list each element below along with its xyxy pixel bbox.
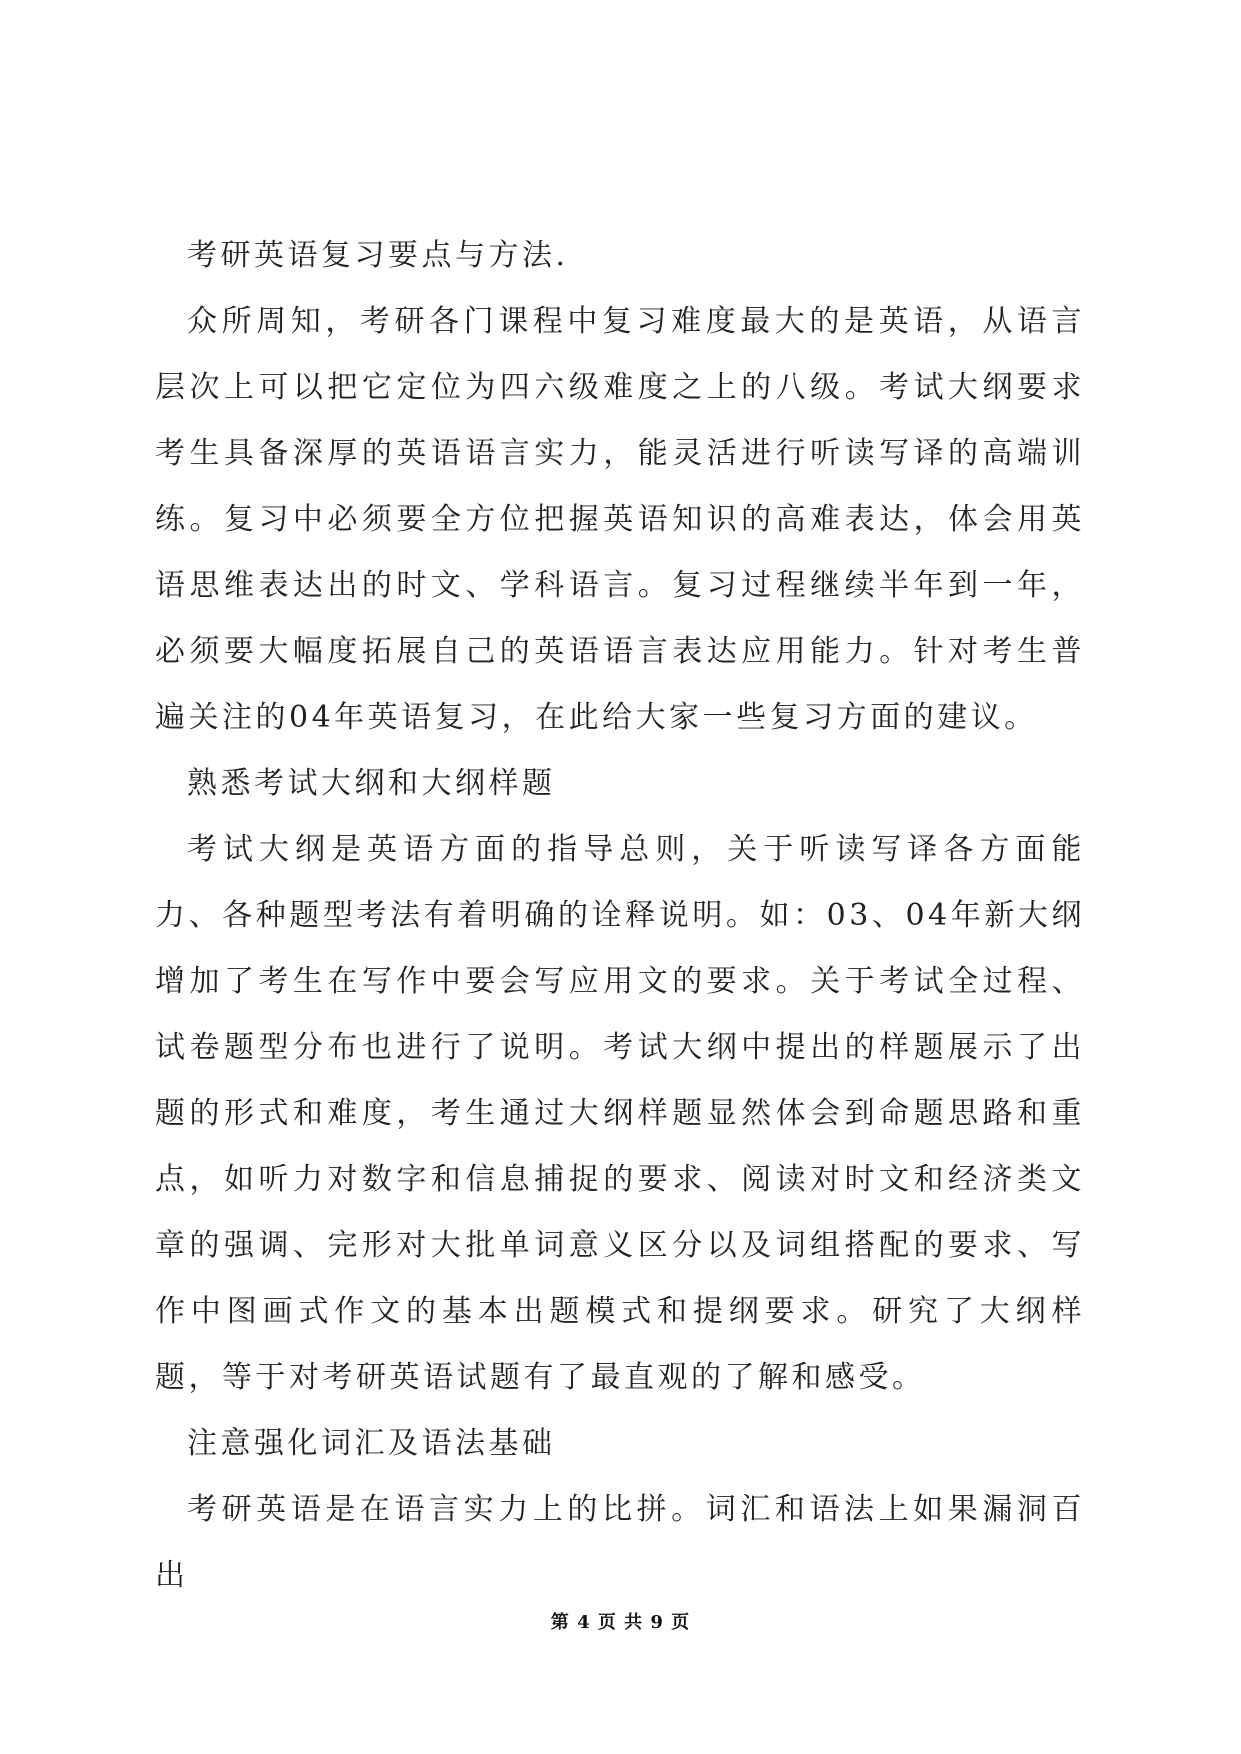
page-number-footer: 第 4 页 共 9 页: [550, 1612, 691, 1633]
section-heading-vocabulary: 注意强化词汇及语法基础: [187, 1426, 556, 1461]
paragraph-vocabulary: 考研英语是在语言实力上的比拼。词汇和语法上如果漏洞百出: [155, 1492, 1085, 1593]
section-heading-syllabus: 熟悉考试大纲和大纲样题: [187, 766, 556, 801]
document-title: 考研英语复习要点与方法.: [187, 238, 569, 273]
paragraph-intro: 众所周知，考研各门课程中复习难度最大的是英语，从语言层次上可以把它定位为四六级难度之上的八级。考试大纲要求考生具备深厚的英语语言实力，能灵活进行听读写译的高端训练。复习中必须要全方位把握英语知识的高难表达，体会用英语思维表达出的时文、学科语言。复习过程继续半年到一年，必须要大幅度拓展自己的英语语言表达应用能力。针对考生普遍关注的04年英语复习，在此给大家一些复习方面的建议。: [155, 304, 1085, 735]
paragraph-syllabus: 考试大纲是英语方面的指导总则，关于听读写译各方面能力、各种题型考法有着明确的诠释说明。如：03、04年新大纲增加了考生在写作中要会写应用文的要求。关于考试全过程、试卷题型分布也进行了说明。考试大纲中提出的样题展示了出题的形式和难度，考生通过大纲样题显然体会到命题思路和重点，如听力对数字和信息捕捉的要求、阅读对时文和经济类文章的强调、完形对大批单词意义区分以及词组搭配的要求、写作中图画式作文的基本出题模式和提纲要求。研究了大纲样题，等于对考研英语试题有了最直观的了解和感受。: [155, 832, 1085, 1395]
document-body: [155, 223, 1085, 1609]
